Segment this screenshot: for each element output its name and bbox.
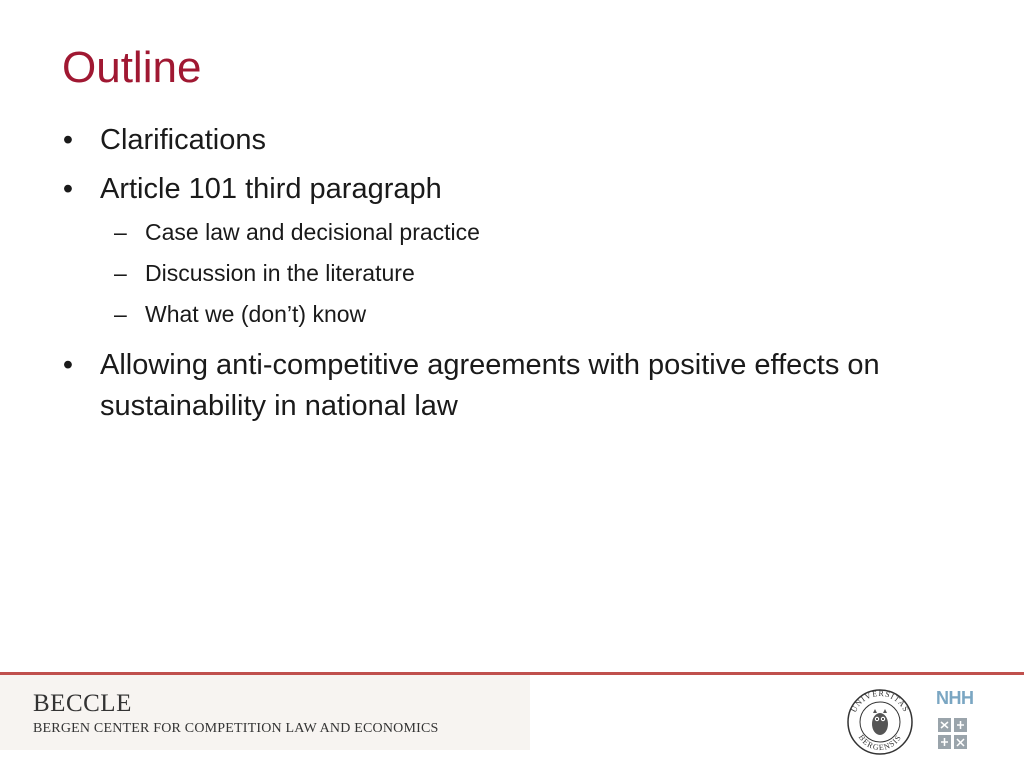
bullet-item-article-101 (58, 169, 988, 335)
sub-item-text: What we (don’t) know (145, 301, 367, 327)
dash-icon: – (114, 301, 127, 327)
dash-icon: – (114, 260, 127, 286)
bullet-text: Clarifications (100, 124, 266, 156)
beccle-full-name: BERGEN CENTER FOR COMPETITION LAW AND ECONOMICS (33, 721, 439, 736)
sub-item-case-law (100, 212, 988, 253)
bullet-text: Allowing anti-competitive agreements with positive effects on sustainability in national law (100, 349, 880, 422)
outline-list (58, 120, 988, 435)
bullet-icon: • (62, 173, 74, 205)
bullet-text: Article 101 third paragraph (100, 173, 442, 205)
sub-list (100, 212, 988, 335)
sub-item-text: Discussion in the literature (145, 260, 415, 286)
svg-text:UNIVERSITAS: UNIVERSITAS (849, 688, 911, 714)
bullet-item-allowing (58, 345, 988, 427)
bullet-icon: • (62, 124, 74, 156)
nhh-logo-text: NHH (936, 688, 974, 708)
dash-icon: – (114, 219, 127, 245)
nhh-logo-icon (938, 718, 968, 750)
bullet-icon: • (62, 349, 74, 381)
bullet-item-clarifications (58, 120, 988, 161)
svg-text:BERGENSIS: BERGENSIS (856, 732, 904, 753)
sub-item-what-we-know (100, 294, 988, 335)
university-bergen-seal-icon (846, 688, 914, 756)
sub-item-literature (100, 253, 988, 294)
beccle-logo-text: BECCLE (33, 690, 132, 717)
sub-item-text: Case law and decisional practice (145, 219, 480, 245)
slide-title: Outline (62, 43, 202, 92)
